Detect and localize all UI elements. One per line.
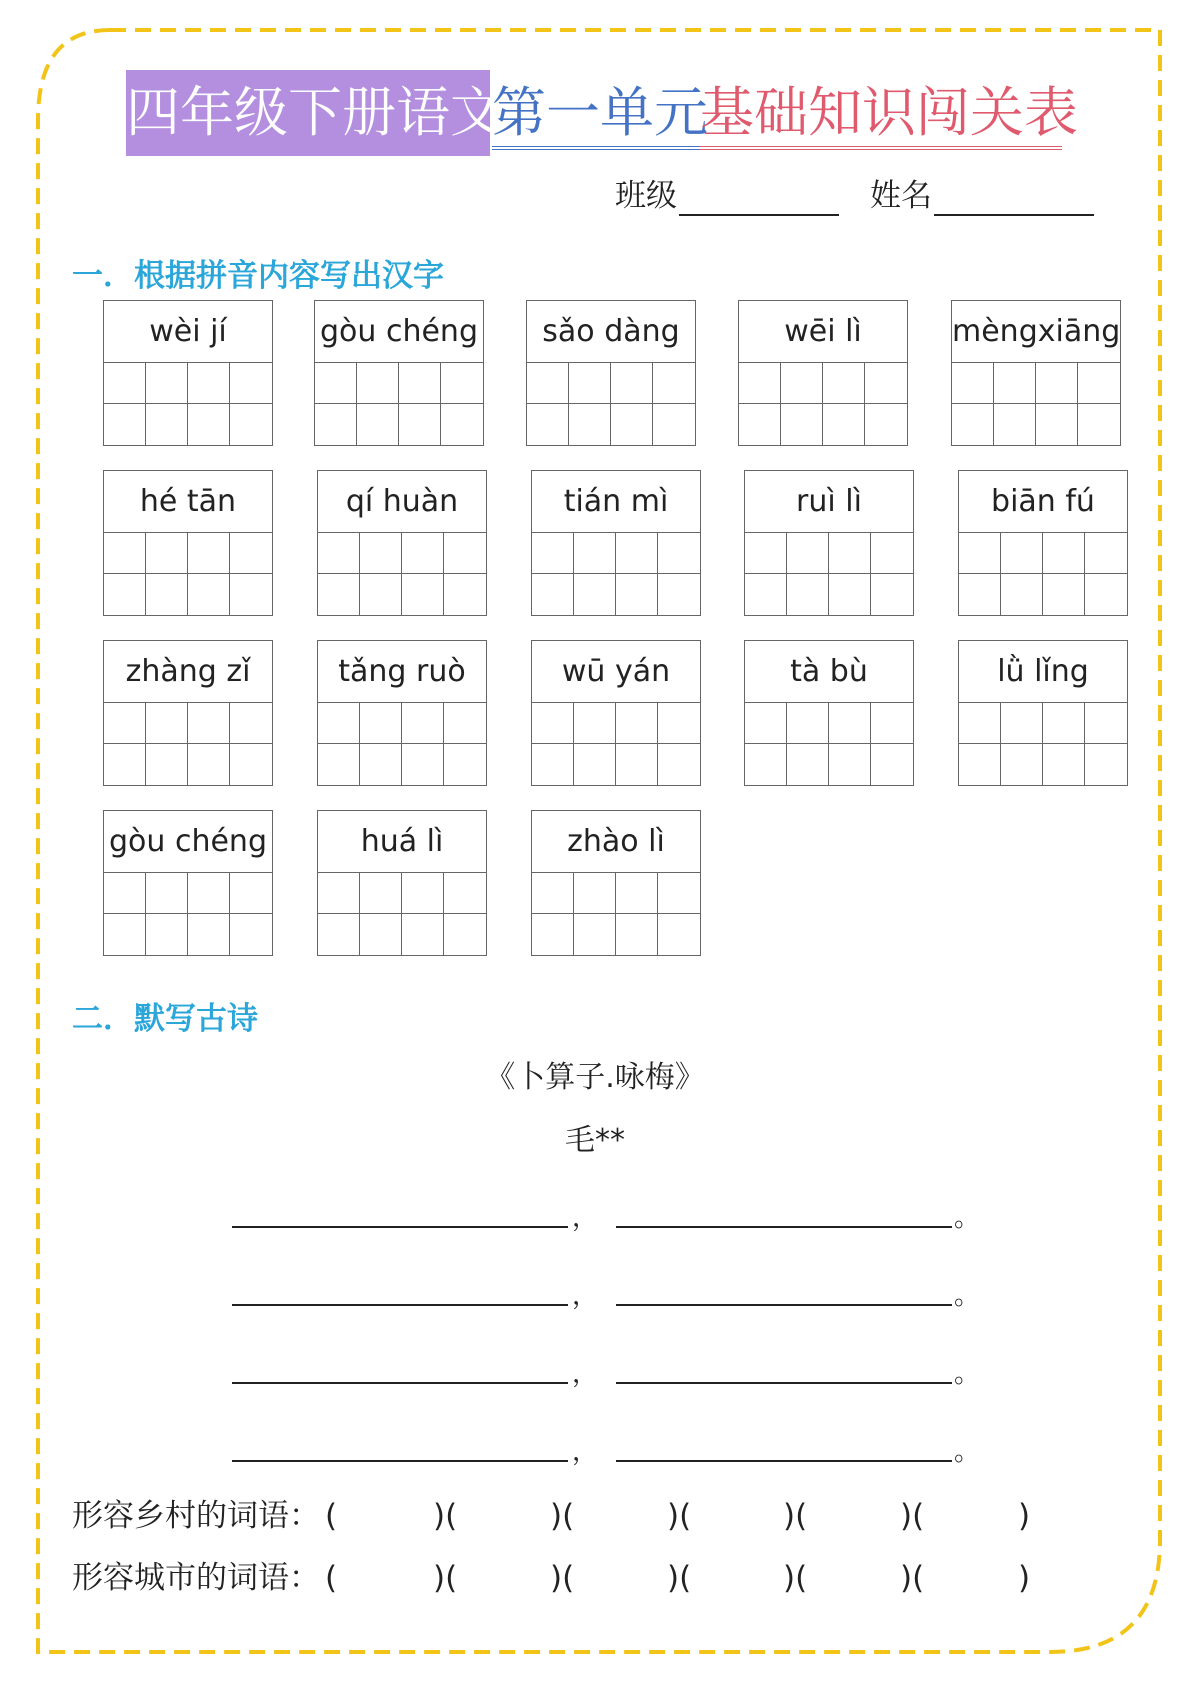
writing-cell[interactable] <box>230 404 272 445</box>
writing-cell[interactable] <box>1001 574 1043 615</box>
answer-bracket[interactable]: )( <box>783 1498 808 1534</box>
pinyin-word-box <box>317 470 487 616</box>
pinyin-text: wēi lì <box>739 301 907 363</box>
writing-cells[interactable] <box>104 533 272 615</box>
writing-cell[interactable] <box>402 574 444 615</box>
writing-cell[interactable] <box>658 744 700 785</box>
writing-cells[interactable] <box>318 873 486 955</box>
writing-cell[interactable] <box>318 914 360 955</box>
pinyin-word-box <box>531 810 701 956</box>
pinyin-text: wū yán <box>532 641 700 703</box>
writing-cell[interactable] <box>230 873 272 914</box>
writing-cell[interactable] <box>616 873 658 914</box>
writing-cell[interactable] <box>574 914 616 955</box>
writing-cell[interactable] <box>360 914 402 955</box>
writing-cells[interactable] <box>104 703 272 785</box>
pinyin-text: biān fú <box>959 471 1127 533</box>
writing-cell[interactable] <box>444 744 486 785</box>
writing-cell[interactable] <box>146 744 188 785</box>
writing-cell[interactable] <box>994 404 1036 445</box>
writing-cell[interactable] <box>1036 404 1078 445</box>
writing-cell[interactable] <box>532 703 574 744</box>
writing-cell[interactable] <box>399 363 441 404</box>
writing-cell[interactable] <box>188 873 230 914</box>
writing-cell[interactable] <box>230 703 272 744</box>
writing-cell[interactable] <box>1001 744 1043 785</box>
writing-cell[interactable] <box>444 873 486 914</box>
writing-cells[interactable] <box>527 363 695 445</box>
writing-cell[interactable] <box>104 914 146 955</box>
pinyin-word-box <box>317 810 487 956</box>
writing-cell[interactable] <box>527 404 569 445</box>
writing-cell[interactable] <box>1085 703 1127 744</box>
writing-cell[interactable] <box>616 744 658 785</box>
pinyin-text: ruì lì <box>745 471 913 533</box>
pinyin-text: huá lì <box>318 811 486 873</box>
worksheet-title <box>0 70 1190 156</box>
writing-cell[interactable] <box>399 404 441 445</box>
writing-cell[interactable] <box>444 703 486 744</box>
writing-cell[interactable] <box>865 404 907 445</box>
poem-blank[interactable] <box>616 1266 952 1306</box>
writing-cells[interactable] <box>315 363 483 445</box>
writing-cell[interactable] <box>532 533 574 574</box>
writing-cell[interactable] <box>865 363 907 404</box>
poem-comma: ， <box>572 1203 599 1233</box>
pinyin-word-box <box>744 470 914 616</box>
writing-cell[interactable] <box>1001 703 1043 744</box>
writing-cell[interactable] <box>188 914 230 955</box>
class-blank[interactable] <box>679 178 839 216</box>
writing-cells[interactable] <box>104 363 272 445</box>
word-row-label: 形容乡村的词语： <box>72 1498 320 1534</box>
writing-cell[interactable] <box>360 873 402 914</box>
writing-cells[interactable] <box>532 873 700 955</box>
writing-cell[interactable] <box>230 914 272 955</box>
pinyin-word-box <box>531 470 701 616</box>
pinyin-text: mèngxiāng <box>952 301 1120 363</box>
writing-cell[interactable] <box>146 404 188 445</box>
writing-cell[interactable] <box>787 744 829 785</box>
writing-cell[interactable] <box>315 363 357 404</box>
writing-cell[interactable] <box>188 744 230 785</box>
writing-cell[interactable] <box>104 574 146 615</box>
answer-bracket[interactable]: )( <box>433 1498 458 1534</box>
answer-bracket[interactable]: )( <box>433 1560 458 1596</box>
pinyin-word-box <box>526 300 696 446</box>
writing-cell[interactable] <box>653 363 695 404</box>
writing-cells[interactable] <box>104 873 272 955</box>
writing-cell[interactable] <box>781 404 823 445</box>
pinyin-word-box <box>103 810 273 956</box>
writing-cell[interactable] <box>952 363 994 404</box>
writing-cell[interactable] <box>441 363 483 404</box>
writing-cell[interactable] <box>745 533 787 574</box>
class-field <box>615 176 839 216</box>
title-subject: 基础知识闯关表 <box>700 70 1062 156</box>
writing-cell[interactable] <box>959 533 1001 574</box>
writing-cell[interactable] <box>402 873 444 914</box>
poem-blank[interactable] <box>616 1188 952 1228</box>
writing-cell[interactable] <box>444 574 486 615</box>
pinyin-text: gòu chéng <box>104 811 272 873</box>
answer-bracket[interactable]: ( <box>325 1560 338 1596</box>
pinyin-word-box <box>738 300 908 446</box>
writing-cell[interactable] <box>318 533 360 574</box>
writing-cell[interactable] <box>188 703 230 744</box>
writing-cell[interactable] <box>574 533 616 574</box>
poem-blank[interactable] <box>232 1188 568 1228</box>
answer-bracket[interactable]: ) <box>1018 1560 1031 1596</box>
writing-cell[interactable] <box>1085 574 1127 615</box>
writing-cell[interactable] <box>829 703 871 744</box>
writing-cell[interactable] <box>188 404 230 445</box>
writing-cell[interactable] <box>1043 533 1085 574</box>
section-poem-heading: 二．默写古诗 <box>72 1001 258 1037</box>
pinyin-text: hé tān <box>104 471 272 533</box>
writing-cell[interactable] <box>739 363 781 404</box>
writing-cell[interactable] <box>574 744 616 785</box>
poem-title: 《卜算子.咏梅》 <box>485 1060 705 1095</box>
writing-cell[interactable] <box>104 533 146 574</box>
writing-cell[interactable] <box>787 703 829 744</box>
pinyin-word-box <box>314 300 484 446</box>
writing-cell[interactable] <box>315 404 357 445</box>
writing-cell[interactable] <box>146 533 188 574</box>
word-row-label: 形容城市的词语： <box>72 1560 320 1596</box>
writing-cell[interactable] <box>781 363 823 404</box>
writing-cell[interactable] <box>360 533 402 574</box>
writing-cell[interactable] <box>611 404 653 445</box>
pinyin-word-box <box>103 640 273 786</box>
writing-cell[interactable] <box>959 703 1001 744</box>
writing-cell[interactable] <box>146 873 188 914</box>
writing-cell[interactable] <box>402 703 444 744</box>
writing-cell[interactable] <box>1001 533 1043 574</box>
writing-cell[interactable] <box>739 404 781 445</box>
writing-cell[interactable] <box>745 574 787 615</box>
writing-cell[interactable] <box>532 914 574 955</box>
writing-cell[interactable] <box>402 914 444 955</box>
writing-cell[interactable] <box>829 533 871 574</box>
writing-cell[interactable] <box>574 873 616 914</box>
title-grade: 四年级下册语文 <box>126 70 490 156</box>
writing-cell[interactable] <box>527 363 569 404</box>
word-row <box>72 1496 1112 1536</box>
poem-blank[interactable] <box>616 1422 952 1462</box>
writing-cells[interactable] <box>318 533 486 615</box>
writing-cell[interactable] <box>532 744 574 785</box>
writing-cell[interactable] <box>871 703 913 744</box>
name-blank[interactable] <box>934 178 1094 216</box>
writing-cell[interactable] <box>823 404 865 445</box>
pinyin-text: tǎng ruò <box>318 641 486 703</box>
poem-period: 。 <box>954 1437 981 1467</box>
poem-period: 。 <box>954 1359 981 1389</box>
writing-cell[interactable] <box>402 744 444 785</box>
writing-cell[interactable] <box>318 574 360 615</box>
writing-cell[interactable] <box>360 744 402 785</box>
writing-cell[interactable] <box>823 363 865 404</box>
writing-cell[interactable] <box>230 363 272 404</box>
pinyin-text: tà bù <box>745 641 913 703</box>
writing-cell[interactable] <box>104 363 146 404</box>
writing-cell[interactable] <box>357 404 399 445</box>
poem-blank[interactable] <box>232 1344 568 1384</box>
poem-comma: ， <box>572 1359 599 1389</box>
writing-cell[interactable] <box>104 873 146 914</box>
poem-period: 。 <box>954 1281 981 1311</box>
answer-bracket[interactable]: ( <box>325 1498 338 1534</box>
writing-cell[interactable] <box>1043 744 1085 785</box>
writing-cell[interactable] <box>532 873 574 914</box>
writing-cell[interactable] <box>574 574 616 615</box>
writing-cell[interactable] <box>1085 533 1127 574</box>
writing-cell[interactable] <box>952 404 994 445</box>
pinyin-word-box <box>317 640 487 786</box>
poem-blank[interactable] <box>616 1344 952 1384</box>
writing-cell[interactable] <box>104 744 146 785</box>
writing-cell[interactable] <box>658 574 700 615</box>
writing-cell[interactable] <box>1043 703 1085 744</box>
answer-bracket[interactable]: )( <box>667 1498 692 1534</box>
pinyin-word-box <box>103 470 273 616</box>
writing-cell[interactable] <box>658 914 700 955</box>
pinyin-text: zhào lì <box>532 811 700 873</box>
pinyin-text: zhàng zǐ <box>104 641 272 703</box>
writing-cell[interactable] <box>658 703 700 744</box>
writing-cell[interactable] <box>532 574 574 615</box>
title-unit: 第一单元 <box>492 70 700 156</box>
pinyin-text: wèi jí <box>104 301 272 363</box>
section-pinyin-heading: 一．根据拼音内容写出汉字 <box>72 258 444 294</box>
word-row <box>72 1558 1112 1598</box>
writing-cell[interactable] <box>829 744 871 785</box>
pinyin-word-box <box>103 300 273 446</box>
writing-cell[interactable] <box>146 703 188 744</box>
poem-period: 。 <box>954 1203 981 1233</box>
class-label: 班级 <box>615 178 677 214</box>
writing-cells[interactable] <box>739 363 907 445</box>
writing-cell[interactable] <box>829 574 871 615</box>
writing-cell[interactable] <box>611 363 653 404</box>
writing-cell[interactable] <box>104 703 146 744</box>
pinyin-word-box <box>958 640 1128 786</box>
writing-cells[interactable] <box>318 703 486 785</box>
answer-bracket[interactable]: )( <box>550 1498 575 1534</box>
pinyin-text: lǜ lǐng <box>959 641 1127 703</box>
writing-cells[interactable] <box>532 703 700 785</box>
answer-bracket[interactable]: )( <box>900 1498 925 1534</box>
writing-cell[interactable] <box>745 744 787 785</box>
writing-cell[interactable] <box>188 574 230 615</box>
writing-cell[interactable] <box>444 914 486 955</box>
writing-cell[interactable] <box>1085 744 1127 785</box>
writing-cell[interactable] <box>1036 363 1078 404</box>
poem-blank[interactable] <box>232 1266 568 1306</box>
writing-cell[interactable] <box>574 703 616 744</box>
writing-cell[interactable] <box>994 363 1036 404</box>
writing-cell[interactable] <box>402 533 444 574</box>
poem-line <box>232 1266 981 1311</box>
writing-cell[interactable] <box>569 363 611 404</box>
writing-cell[interactable] <box>959 574 1001 615</box>
pinyin-text: gòu chéng <box>315 301 483 363</box>
writing-cell[interactable] <box>787 574 829 615</box>
writing-cell[interactable] <box>1078 363 1120 404</box>
writing-cell[interactable] <box>188 363 230 404</box>
pinyin-text: tián mì <box>532 471 700 533</box>
writing-cell[interactable] <box>653 404 695 445</box>
pinyin-text: sǎo dàng <box>527 301 695 363</box>
writing-cell[interactable] <box>658 533 700 574</box>
poem-line <box>232 1344 981 1389</box>
writing-cell[interactable] <box>188 533 230 574</box>
writing-cell[interactable] <box>360 574 402 615</box>
writing-cells[interactable] <box>952 363 1120 445</box>
writing-cell[interactable] <box>104 404 146 445</box>
writing-cell[interactable] <box>616 914 658 955</box>
writing-cell[interactable] <box>318 873 360 914</box>
writing-cell[interactable] <box>1043 574 1085 615</box>
name-field <box>870 176 1094 216</box>
writing-cell[interactable] <box>959 744 1001 785</box>
pinyin-text: qí huàn <box>318 471 486 533</box>
writing-cell[interactable] <box>230 744 272 785</box>
writing-cell[interactable] <box>146 574 188 615</box>
writing-cell[interactable] <box>616 703 658 744</box>
writing-cell[interactable] <box>444 533 486 574</box>
writing-cell[interactable] <box>745 703 787 744</box>
writing-cell[interactable] <box>616 533 658 574</box>
writing-cell[interactable] <box>1078 404 1120 445</box>
writing-cell[interactable] <box>146 363 188 404</box>
writing-cells[interactable] <box>745 703 913 785</box>
answer-bracket[interactable]: ) <box>1018 1498 1031 1534</box>
writing-cell[interactable] <box>360 703 402 744</box>
poem-line <box>232 1188 981 1233</box>
writing-cell[interactable] <box>787 533 829 574</box>
writing-cell[interactable] <box>318 744 360 785</box>
name-label: 姓名 <box>870 178 932 214</box>
poem-blank[interactable] <box>232 1422 568 1462</box>
writing-cell[interactable] <box>871 533 913 574</box>
pinyin-word-box <box>744 640 914 786</box>
answer-bracket[interactable]: )( <box>783 1560 808 1596</box>
answer-bracket[interactable]: )( <box>900 1560 925 1596</box>
poem-author: 毛** <box>565 1123 625 1158</box>
writing-cell[interactable] <box>441 404 483 445</box>
writing-cell[interactable] <box>146 914 188 955</box>
writing-cell[interactable] <box>871 744 913 785</box>
pinyin-word-box <box>951 300 1121 446</box>
writing-cell[interactable] <box>318 703 360 744</box>
pinyin-word-box <box>531 640 701 786</box>
writing-cells[interactable] <box>959 703 1127 785</box>
answer-bracket[interactable]: )( <box>550 1560 575 1596</box>
poem-comma: ， <box>572 1437 599 1467</box>
poem-comma: ， <box>572 1281 599 1311</box>
writing-cell[interactable] <box>230 533 272 574</box>
writing-cell[interactable] <box>658 873 700 914</box>
poem-line <box>232 1422 981 1467</box>
writing-cell[interactable] <box>616 574 658 615</box>
writing-cell[interactable] <box>357 363 399 404</box>
writing-cells[interactable] <box>745 533 913 615</box>
answer-bracket[interactable]: )( <box>667 1560 692 1596</box>
writing-cell[interactable] <box>230 574 272 615</box>
writing-cell[interactable] <box>871 574 913 615</box>
writing-cell[interactable] <box>569 404 611 445</box>
writing-cells[interactable] <box>532 533 700 615</box>
writing-cells[interactable] <box>959 533 1127 615</box>
pinyin-word-box <box>958 470 1128 616</box>
